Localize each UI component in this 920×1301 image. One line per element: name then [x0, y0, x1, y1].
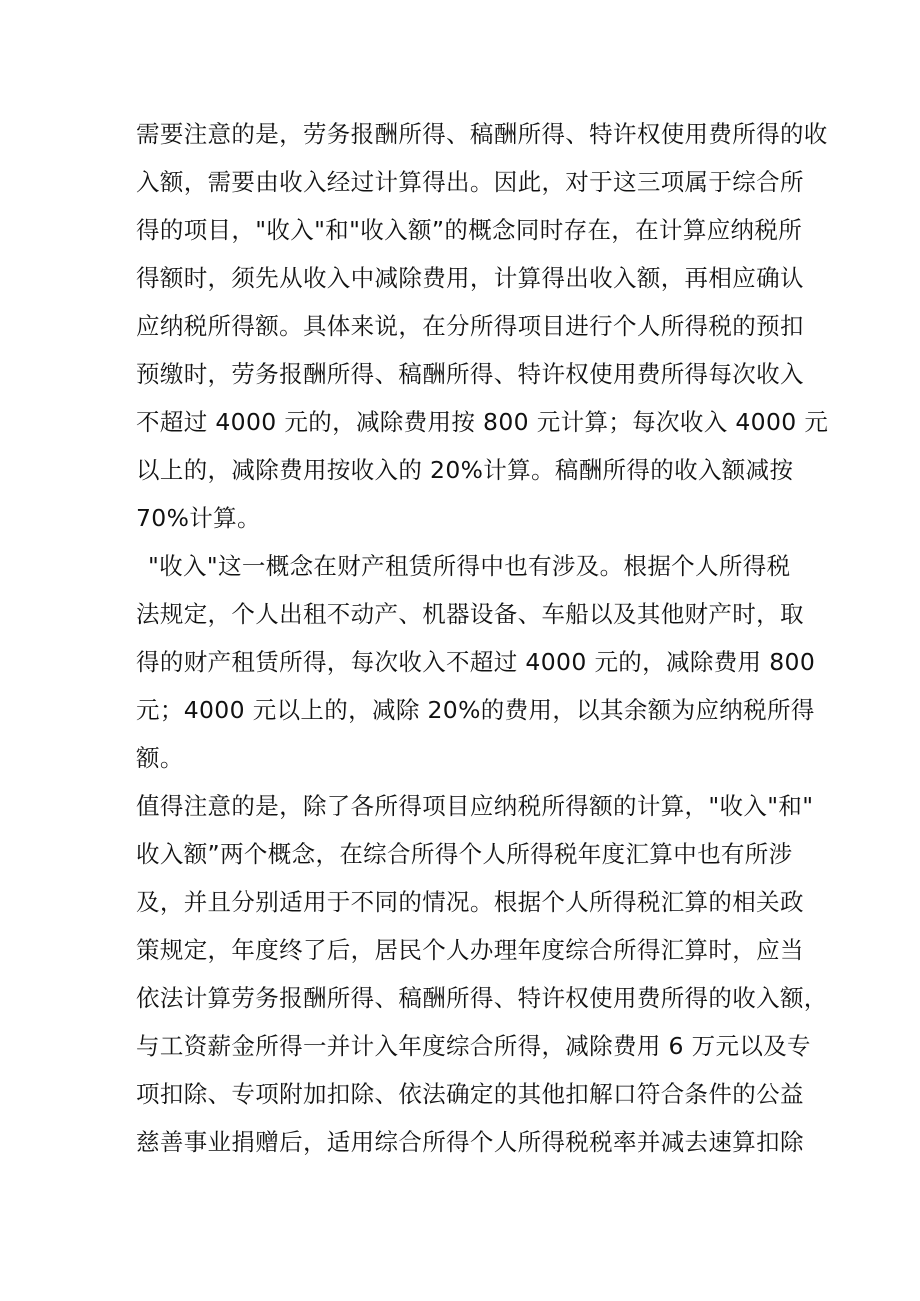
paragraph-2-line-4: 元；4000 元以上的，减除 20%的费用，以其余额为应纳税所得	[136, 696, 815, 724]
paragraph-2-line-5: 额。	[136, 744, 184, 772]
paragraph-3-line-2: 收入额”两个概念，在综合所得个人所得税年度汇算中也有所涉	[136, 840, 793, 868]
paragraph-2-line-1: "收入"这一概念在财产租赁所得中也有涉及。根据个人所得税	[148, 552, 791, 580]
paragraph-1-line-7: 不超过 4000 元的，减除费用按 800 元计算；每次收入 4000 元	[136, 408, 829, 436]
paragraph-1-line-8: 以上的，减除费用按收入的 20%计算。稿酬所得的收入额减按	[136, 456, 794, 484]
paragraph-3-line-6: 与工资薪金所得一并计入年度综合所得，减除费用 6 万元以及专	[136, 1032, 811, 1060]
paragraph-1-line-2: 入额，需要由收入经过计算得出。因此，对于这三项属于综合所	[136, 168, 804, 196]
paragraph-1-line-1: 需要注意的是，劳务报酬所得、稿酬所得、特许权使用费所得的收	[136, 120, 828, 148]
paragraph-2-line-2: 法规定，个人出租不动产、机器设备、车船以及其他财产时，取	[136, 600, 804, 628]
paragraph-1-line-5: 应纳税所得额。具体来说，在分所得项目进行个人所得税的预扣	[136, 312, 804, 340]
paragraph-1-line-4: 得额时，须先从收入中减除费用，计算得出收入额，再相应确认	[136, 264, 804, 292]
paragraph-1-line-9: 70%计算。	[136, 504, 261, 532]
paragraph-3-line-7: 项扣除、专项附加扣除、依法确定的其他扣解口符合条件的公益	[136, 1080, 804, 1108]
paragraph-1-line-6: 预缴时，劳务报酬所得、稿酬所得、特许权使用费所得每次收入	[136, 360, 804, 388]
paragraph-3-line-8: 慈善事业捐赠后，适用综合所得个人所得税税率并减去速算扣除	[136, 1128, 804, 1156]
paragraph-3-line-4: 策规定，年度终了后，居民个人办理年度综合所得汇算时，应当	[136, 936, 804, 964]
paragraph-1-line-3: 得的项目，"收入"和"收入额”的概念同时存在，在计算应纳税所	[136, 216, 803, 244]
paragraph-3-line-5: 依法计算劳务报酬所得、稿酬所得、特许权使用费所得的收入额，	[136, 984, 828, 1012]
paragraph-2-line-3: 得的财产租赁所得，每次收入不超过 4000 元的，减除费用 800	[136, 648, 816, 676]
paragraph-3-line-1: 值得注意的是，除了各所得项目应纳税所得额的计算，"收入"和"	[136, 792, 814, 820]
paragraph-3-line-3: 及，并且分别适用于不同的情况。根据个人所得税汇算的相关政	[136, 888, 804, 916]
